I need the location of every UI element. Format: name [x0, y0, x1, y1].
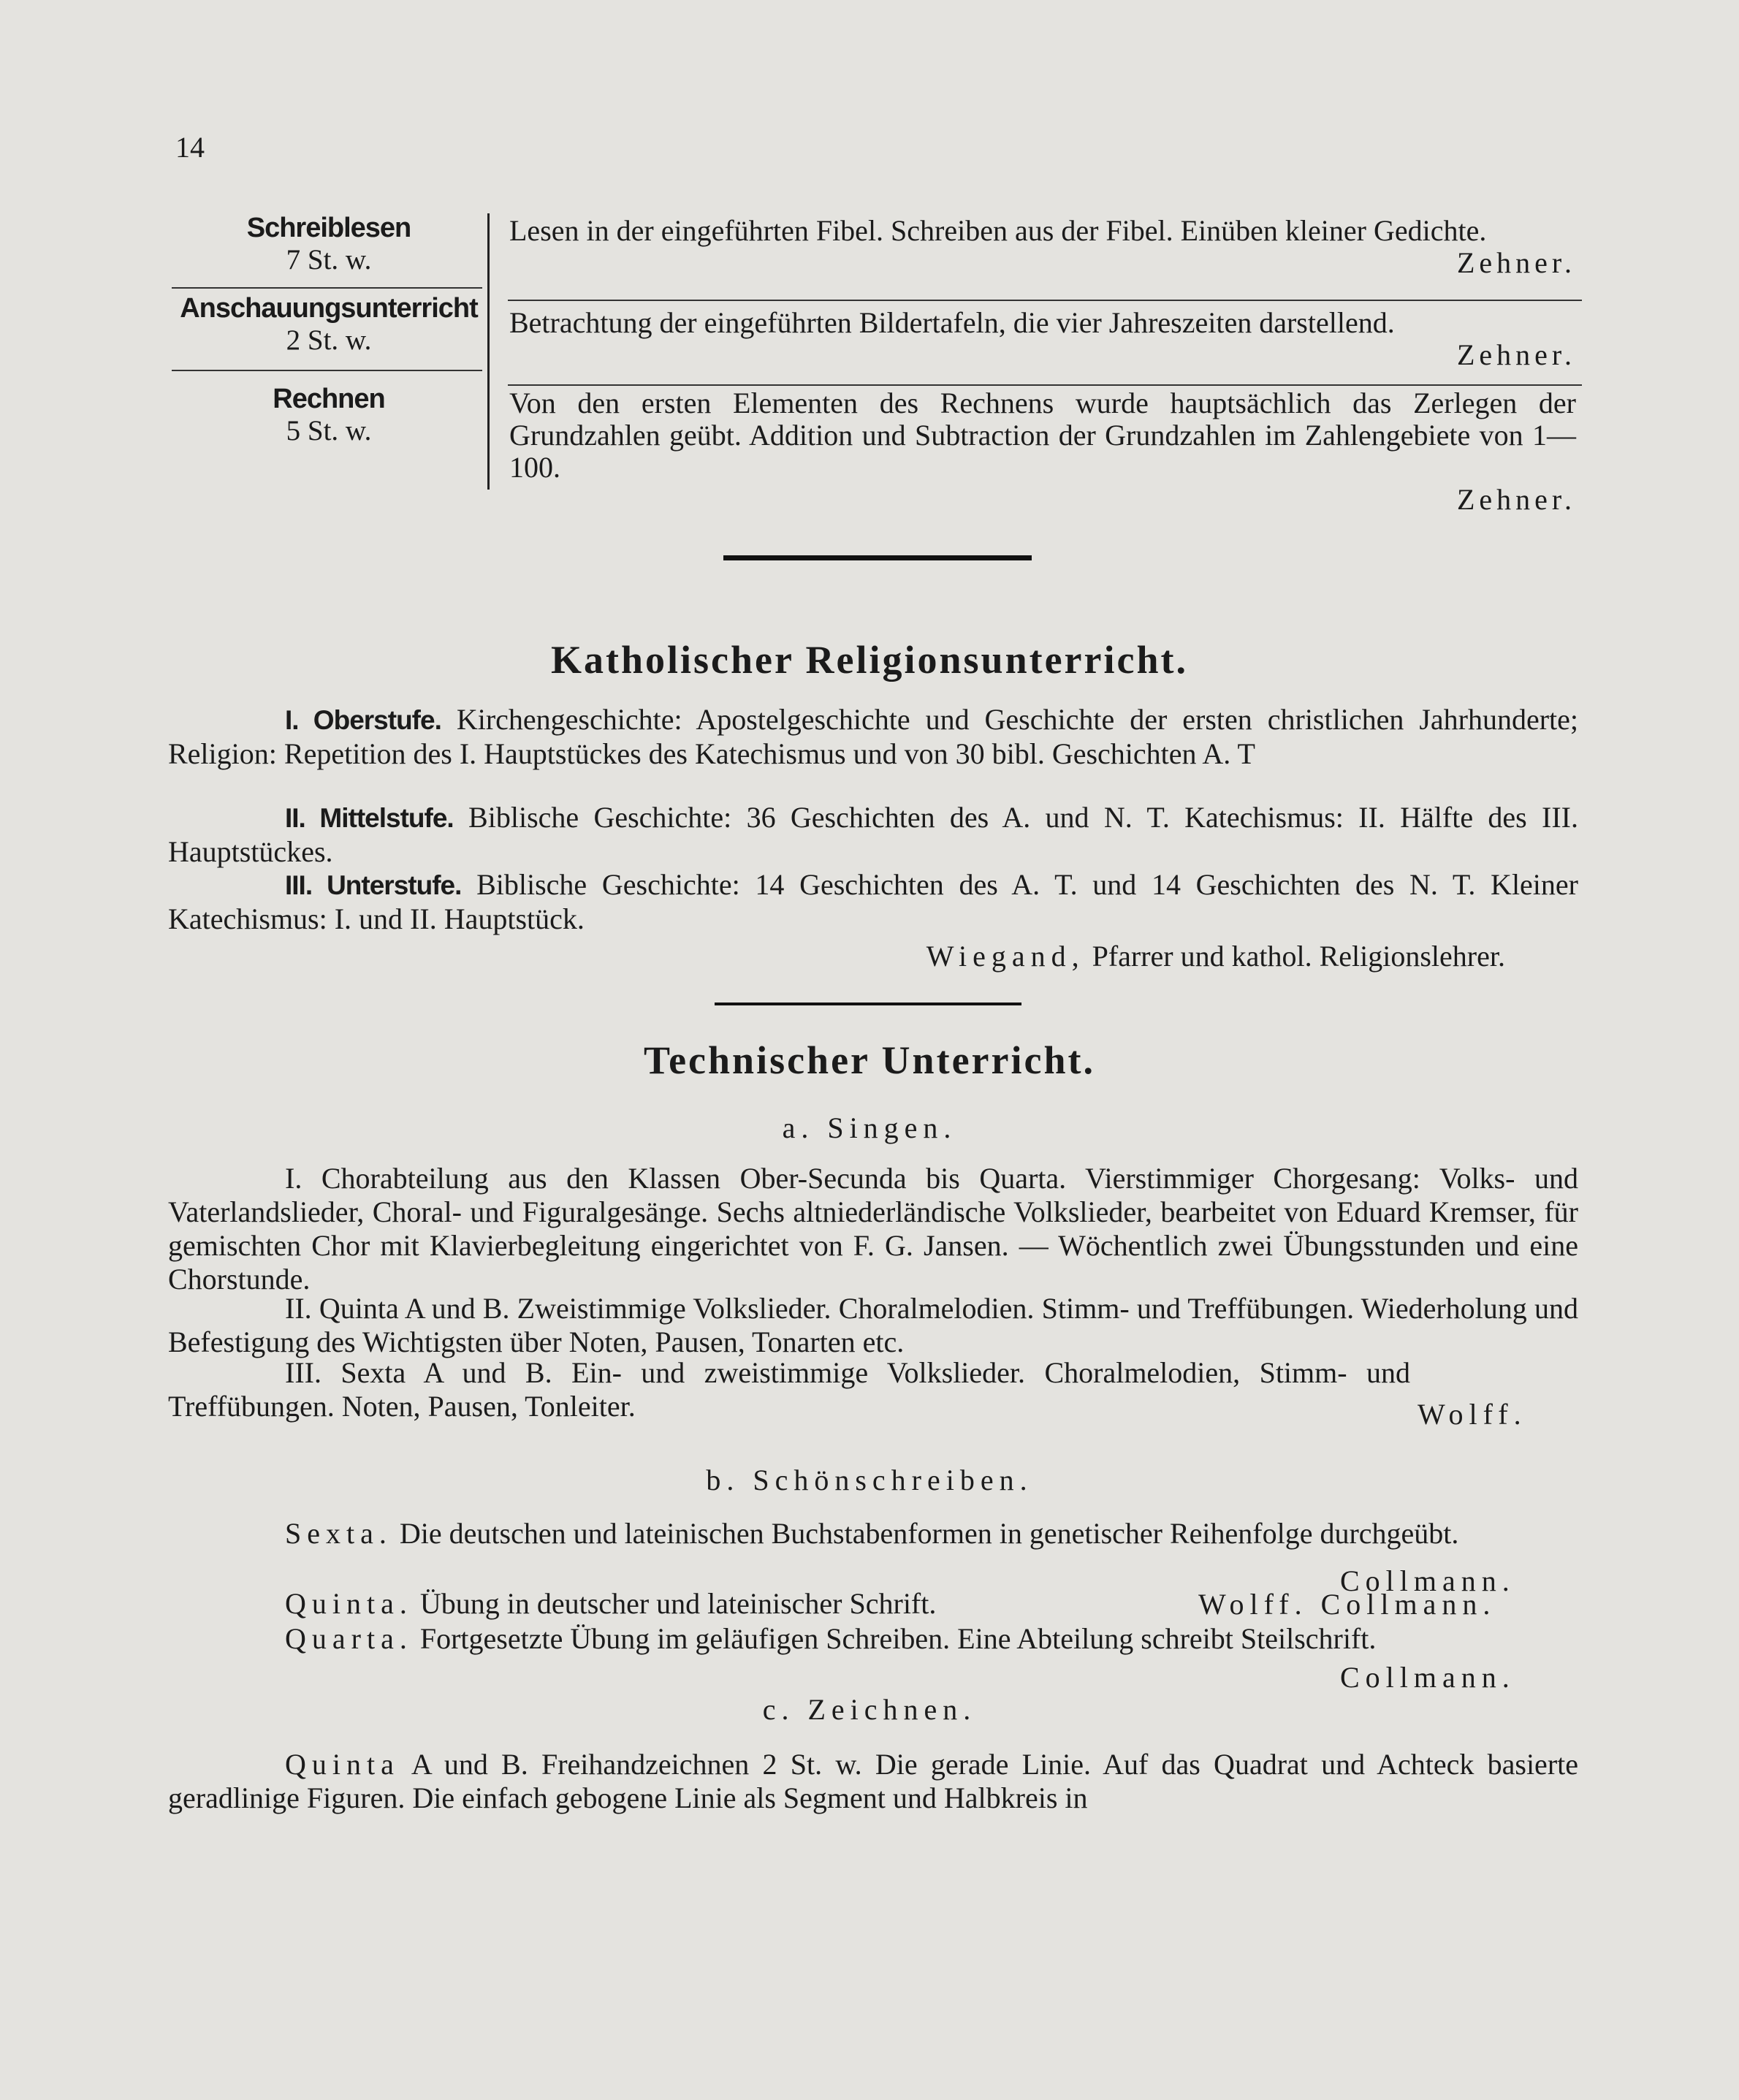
- row-rule: [172, 287, 482, 289]
- item-text: Fortgesetzte Übung im geläufigen Schreiben. Eine Abteilung schreibt Steilschrift.: [419, 1622, 1377, 1655]
- item-text: Die deutschen und lateinischen Buchstabenformen in genetischer Reihenfolge durchgeübt.: [399, 1517, 1459, 1550]
- subject-hours: 5 St. w.: [286, 415, 372, 446]
- content-text: Von den ersten Elementen des Rechnens wurde hauptsächlich das Zerlegen der Grundzahlen geübt. Addition und Subtraction der Grundzahlen im Zahlengebiete von 1—100.: [509, 387, 1576, 484]
- table-row-content: [509, 215, 1576, 279]
- writing-teacher-sexta: Collmann.: [1340, 1564, 1515, 1597]
- subject-name: Schreiblesen: [246, 213, 411, 243]
- level-text: Kirchengeschichte: Apostelgeschichte und Geschichte der ersten christlichen Jahrhunderte; Religion: Repetition des I. Hauptstückes des Katechismus und von 30 bibl. Geschichten A. T: [168, 703, 1579, 770]
- level-label: III. Unterstufe.: [285, 870, 462, 900]
- singing-item-1: I. Chorabteilung aus den Klassen Ober-Secunda bis Quarta. Vierstimmiger Chorgesang: Volks- und Vaterlandslieder, Choral- und Figuralgesänge. Sechs altniederländische Volkslieder, bearbeitet von Eduard Kremser, für gemischten Chor mit Klavierbegleitung eingerichtet von F. G. Jansen. — Wöchentlich zwei Übungsstunden und eine Chorstunde.: [168, 1162, 1578, 1296]
- table-divider: [487, 213, 490, 490]
- class-name: Sexta.: [285, 1517, 392, 1550]
- row-rule: [172, 370, 482, 371]
- writing-item-sexta: [168, 1517, 1578, 1551]
- item-text: Übung in deutscher und lateinischer Schrift.: [419, 1587, 937, 1620]
- singing-teacher: Wolff.: [1418, 1398, 1527, 1431]
- class-name: Quinta.: [285, 1587, 413, 1620]
- subheading-writing: b. Schönschreiben.: [706, 1464, 1033, 1496]
- item-text: A und B. Freihandzeichnen 2 St. w. Die gerade Linie. Auf das Quadrat und Achteck basierte geradlinige Figuren. Die einfach gebogene Linie als Segment und Halbkreis in: [168, 1748, 1579, 1814]
- table-row-subject: [172, 212, 486, 276]
- level-text: Biblische Geschichte: 36 Geschichten des A. und N. T. Katechismus: II. Hälfte des III. Hauptstückes.: [168, 801, 1579, 868]
- heading-catholic-religion: Katholischer Religionsunterricht.: [551, 638, 1188, 682]
- catholic-signature: [168, 940, 1505, 973]
- level-label: I. Oberstufe.: [285, 705, 441, 735]
- catholic-level-2: [168, 801, 1578, 869]
- heading-technical: Technischer Unterricht.: [644, 1038, 1095, 1082]
- table-row-subject: [172, 292, 486, 357]
- class-name: Quinta: [285, 1748, 400, 1781]
- catholic-level-1: [168, 703, 1578, 771]
- table-row-content: [509, 307, 1576, 371]
- class-name: Quarta.: [285, 1622, 413, 1655]
- teacher-name: Zehner.: [1456, 338, 1576, 371]
- singing-item-3: III. Sexta A und B. Ein- und zweistimmige Volkslieder. Choralmelodien, Stimm- und Treffübungen. Noten, Pausen, Tonleiter.: [168, 1356, 1410, 1423]
- page-number: 14: [175, 131, 205, 164]
- signature-role: Pfarrer und kathol. Religionslehrer.: [1092, 940, 1505, 973]
- catholic-level-3: [168, 868, 1578, 936]
- subject-name: Rechnen: [273, 384, 385, 414]
- subject-hours: 2 St. w.: [286, 324, 372, 356]
- drawing-item: [168, 1748, 1578, 1815]
- schedule-table: [172, 205, 1586, 516]
- level-label: II. Mittelstufe.: [285, 803, 454, 833]
- subheading-drawing: c. Zeichnen.: [762, 1693, 977, 1726]
- section-rule: [715, 1003, 1021, 1005]
- content-text: Betrachtung der eingeführten Bildertafeln, die vier Jahreszeiten darstellend.: [509, 306, 1395, 339]
- singing-item-2: II. Quinta A und B. Zweistimmige Volkslieder. Choralmelodien. Stimm- und Treffübungen. Wiederholung und Befestigung des Wichtigsten über Noten, Pausen, Tonarten etc.: [168, 1292, 1578, 1358]
- writing-teacher-quinta: Wolff. Collmann.: [1198, 1588, 1496, 1621]
- table-row-subject: [172, 383, 486, 447]
- table-row-content: [509, 387, 1576, 516]
- section-rule: [723, 555, 1032, 560]
- teacher-name: Zehner.: [1456, 246, 1576, 279]
- level-text: Biblische Geschichte: 14 Geschichten des A. T. und 14 Geschichten des N. T. Kleiner Katechismus: I. und II. Hauptstück.: [168, 868, 1578, 935]
- subject-name: Anschauungsunterricht: [180, 293, 478, 324]
- signature-name: Wiegand,: [926, 940, 1085, 973]
- content-text: Lesen in der eingeführten Fibel. Schreiben aus der Fibel. Einüben kleiner Gedichte.: [509, 214, 1487, 247]
- row-rule: [508, 384, 1582, 386]
- writing-teacher-quarta: Collmann.: [1340, 1661, 1515, 1694]
- subheading-singing: a. Singen.: [782, 1111, 957, 1144]
- teacher-name: Zehner.: [1456, 483, 1576, 516]
- writing-item-quarta: [168, 1622, 1578, 1656]
- row-rule: [508, 300, 1582, 301]
- subject-hours: 7 St. w.: [286, 244, 372, 275]
